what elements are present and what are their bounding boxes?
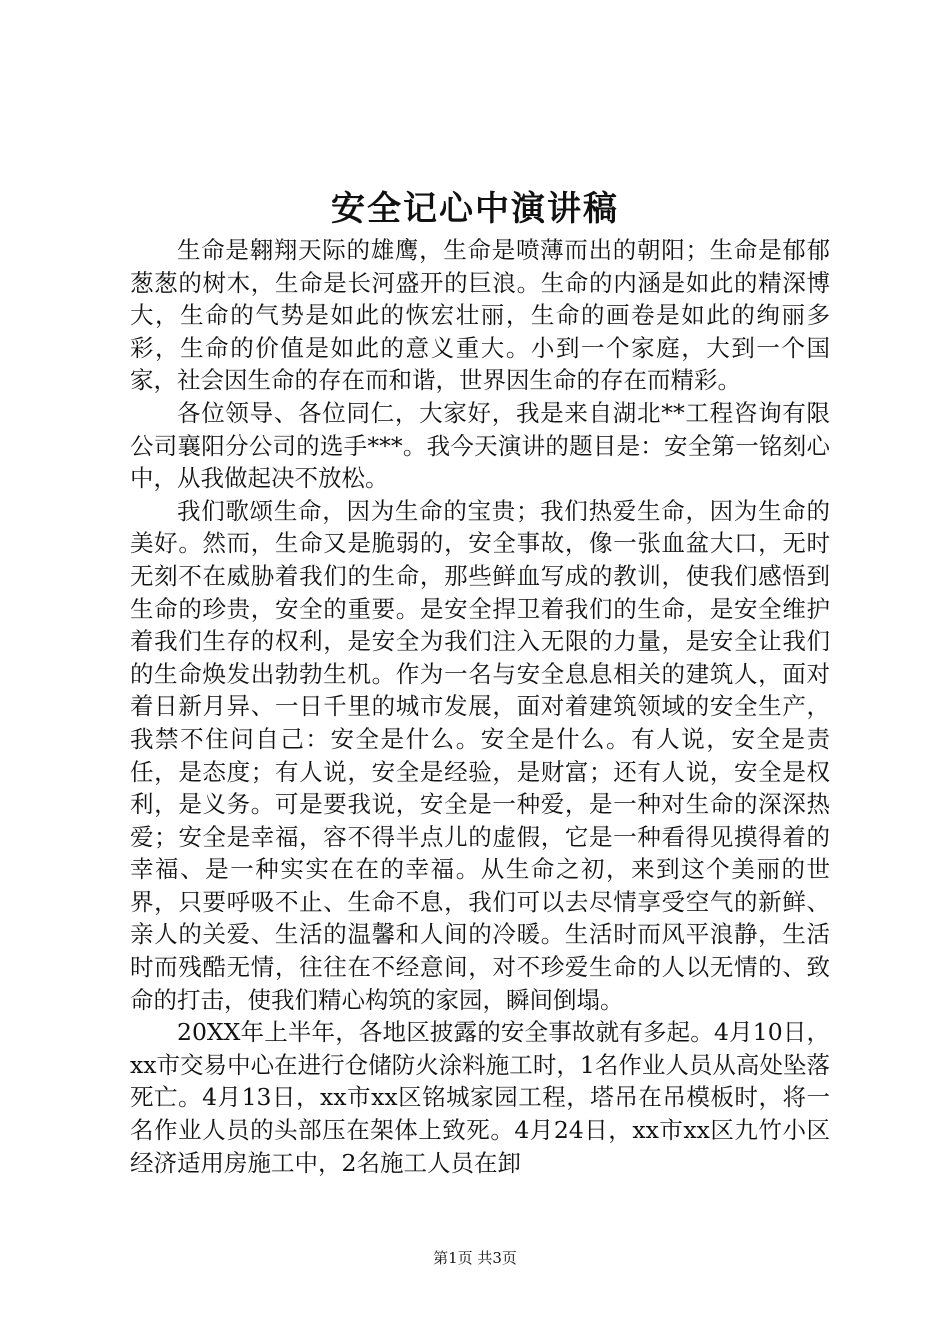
document-body: [130, 234, 830, 1179]
paragraph: 我们歌颂生命，因为生命的宝贵；我们热爱生命，因为生命的美好。然而，生命又是脆弱的，安全事故，像一张血盆大口，无时无刻不在威胁着我们的生命，那些鲜血写成的教训，使我们感悟到生命的珍贵，安全的重要。是安全捍卫着我们的生命，是安全维护着我们生存的权利，是安全为我们注入无限的力量，是安全让我们的生命焕发出勃勃生机。作为一名与安全息息相关的建筑人，面对着日新月异、一日千里的城市发展，面对着建筑领域的安全生产，我禁不住问自己：安全是什么。安全是什么。有人说，安全是责任，是态度；有人说，安全是经验，是财富；还有人说，安全是权利，是义务。可是要我说，安全是一种爱，是一种对生命的深深热爱；安全是幸福，容不得半点儿的虚假，它是一种看得见摸得着的幸福、是一种实实在在的幸福。从生命之初，来到这个美丽的世界，只要呼吸不止、生命不息，我们可以去尽情享受空气的新鲜、亲人的关爱、生活的温馨和人间的冷暖。生活时而风平浪静，生活时而残酷无情，往往在不经意间，对不珍爱生命的人以无情的、致命的打击，使我们精心构筑的家园，瞬间倒塌。: [130, 496, 830, 1014]
paragraph: 各位领导、各位同仁，大家好，我是来自湖北**工程咨询有限公司襄阳分公司的选手***。我今天演讲的题目是：安全第一铭刻心中，从我做起决不放松。: [130, 398, 830, 493]
paragraph: 20XX年上半年，各地区披露的安全事故就有多起。4月10日，xx市交易中心在进行仓储防火涂料施工时，1名作业人员从高处坠落死亡。4月13日，xx市xx区铭城家园工程，塔吊在吊模板时，将一名作业人员的头部压在架体上致死。4月24日，xx市xx区九竹小区经济适用房施工中，2名施工人员在卸: [130, 1018, 830, 1177]
page-number-footer: 第1页 共3页: [433, 1249, 517, 1267]
paragraph: 生命是翱翔天际的雄鹰，生命是喷薄而出的朝阳；生命是郁郁葱葱的树木，生命是长河盛开的巨浪。生命的内涵是如此的精深博大，生命的气势是如此的恢宏壮丽，生命的画卷是如此的绚丽多彩，生命的价值是如此的意义重大。小到一个家庭，大到一个国家，社会因生命的存在而和谐，世界因生命的存在而精彩。: [130, 236, 830, 395]
page-title: 安全记心中演讲稿: [331, 189, 619, 229]
